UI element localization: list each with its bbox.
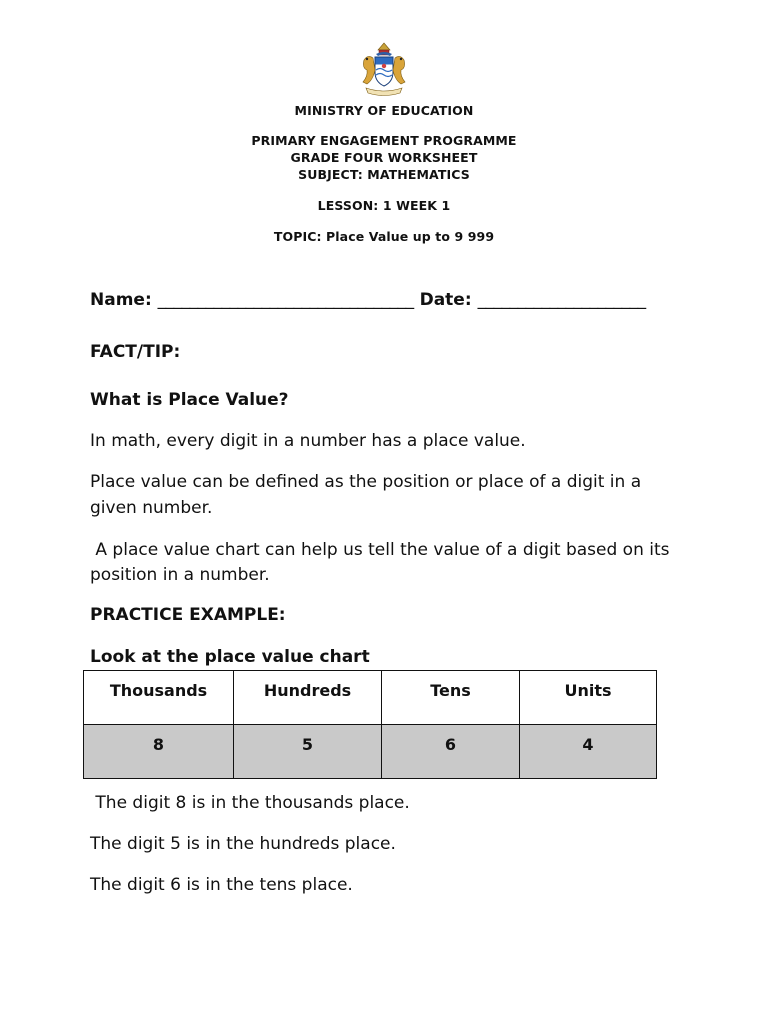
programme-block: [0, 132, 768, 183]
paragraph-chart-line2: position in a number.: [90, 565, 270, 585]
paragraph-definition-line1: Place value can be defined as the position or place of a digit in a: [90, 472, 642, 492]
value-hundreds: 5: [234, 725, 382, 779]
practice-heading: PRACTICE EXAMPLE:: [90, 605, 286, 625]
header-units: Units: [520, 671, 657, 725]
paragraph-definition-line2: given number.: [90, 498, 213, 518]
paragraph-chart-line1: A place value chart can help us tell the value of a digit based on its: [90, 540, 670, 560]
subject-title: SUBJECT: MATHEMATICS: [298, 167, 470, 182]
header-thousands: Thousands: [84, 671, 234, 725]
programme-title: PRIMARY ENGAGEMENT PROGRAMME: [251, 133, 517, 148]
ministry-title: MINISTRY OF EDUCATION: [294, 103, 474, 118]
lesson-title: LESSON: 1 WEEK 1: [317, 198, 451, 213]
date-field[interactable]: _____________________: [477, 290, 646, 310]
statement-hundreds: The digit 5 is in the hundreds place.: [90, 834, 396, 854]
header-hundreds: Hundreds: [234, 671, 382, 725]
table-header-row: [84, 671, 657, 725]
coat-of-arms-icon: [354, 40, 414, 100]
table-value-row: [84, 725, 657, 779]
paragraph-digit-place-value: In math, every digit in a number has a place value.: [90, 431, 526, 451]
fact-tip-heading: FACT/TIP:: [90, 342, 181, 362]
value-thousands: 8: [84, 725, 234, 779]
statement-thousands: The digit 8 is in the thousands place.: [90, 793, 410, 813]
value-tens: 6: [382, 725, 520, 779]
topic-title: TOPIC: Place Value up to 9 999: [273, 229, 495, 244]
grade-title: GRADE FOUR WORKSHEET: [290, 150, 478, 165]
chart-intro: Look at the place value chart: [90, 647, 370, 667]
header-tens: Tens: [382, 671, 520, 725]
date-label: Date:: [419, 290, 472, 310]
name-field[interactable]: ________________________________: [157, 290, 414, 310]
statement-tens: The digit 6 is in the tens place.: [90, 875, 353, 895]
value-units: 4: [520, 725, 657, 779]
place-value-table: [83, 670, 657, 779]
name-label: Name:: [90, 290, 152, 310]
question-heading: What is Place Value?: [90, 390, 289, 410]
name-date-line: [90, 290, 646, 310]
